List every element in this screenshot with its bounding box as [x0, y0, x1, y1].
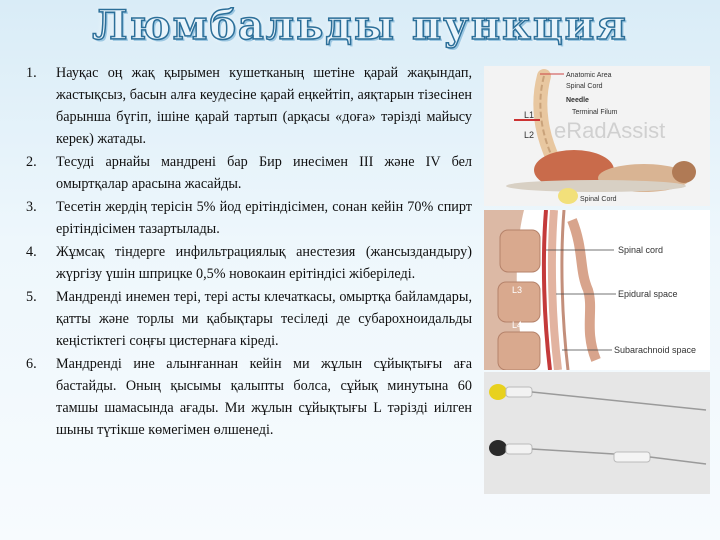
figure-label: Spinal cord — [618, 245, 664, 255]
step-number: 1. — [26, 65, 37, 81]
step-number: 4. — [26, 244, 37, 260]
list-item — [26, 241, 472, 285]
step-text: Тесетін жердің терісін 5% йод ерітіндісімен, сонан кейін 70% спирт ерітіндісімен тазартылады. — [56, 199, 472, 237]
list-item — [26, 196, 472, 240]
vertebra-label: L3 — [512, 285, 523, 295]
patient-position-drawing — [484, 66, 710, 206]
needles-drawing — [484, 372, 710, 494]
step-number: 6. — [26, 356, 37, 372]
procedure-steps-list — [26, 62, 472, 442]
figure-label: Anatomic Area — [566, 72, 612, 79]
figure-label: Subarachnoid space — [614, 345, 697, 355]
step-number: 2. — [26, 154, 37, 170]
spine-section-drawing — [484, 210, 710, 370]
list-item — [26, 286, 472, 352]
figure-label: Spinal Cord — [580, 196, 617, 203]
step-number: 3. — [26, 199, 37, 215]
step-number: 5. — [26, 289, 37, 305]
page-title: Люмбальды пункция — [92, 2, 628, 49]
figure-label: Spinal Cord — [566, 83, 603, 90]
step-text: Жұмсақ тіндерге инфильтрациялық анестезия (жансыздандыру) жүргізу үшін шприцке 0,5% новокаин ерітіндісі жіберіледі. — [56, 244, 472, 282]
figure-label: Epidural space — [618, 289, 678, 299]
vertebra-label: L4 — [512, 320, 523, 330]
step-text: Науқас оң жақ қырымен кушетканың шетіне қарай жақындап, жастықсыз, басын алға кеудесіне қарай еңкейтіп, аяқтарын тізесінен барынша бүгіп, ішіне қарай тартып (арқасы «доға» тәрізді майысу керек) жатады. — [56, 65, 472, 147]
list-item — [26, 62, 472, 150]
list-item — [26, 151, 472, 195]
figure-label: Needle — [566, 97, 589, 104]
patient-position-illustration — [484, 66, 710, 206]
step-text: Мандренді инемен тері, тері асты клечаткасы, омыртқа байламдары, қатты және торлы ми қабықтары тесіледі де субарохноидальды кеңістіктегі соңғы цистернаға кіреді. — [56, 289, 472, 349]
figure-label: L2 — [524, 130, 535, 140]
step-text: Тесуді арнайы мандрені бар Бир инесімен III және IV бел омыртқалар арасына жасайды. — [56, 154, 472, 192]
spine-section-illustration — [484, 210, 710, 370]
puncture-needles-photo — [484, 372, 710, 494]
list-item — [26, 353, 472, 441]
watermark-text: eRadAssist — [554, 118, 666, 143]
figure-label: L1 — [524, 110, 535, 120]
step-text: Мандренді ине алынғаннан кейін ми жұлын сұйықтығы аға бастайды. Оның қысымы қалыпты болса, сұйық минутына 60 тамшы шамасында ағады. Ми жұлын сұйықтығы L тәрізді иілген шыны түтікше көмегімен өлшенеді. — [56, 356, 472, 438]
figure-label: Terminal Filum — [572, 109, 618, 116]
